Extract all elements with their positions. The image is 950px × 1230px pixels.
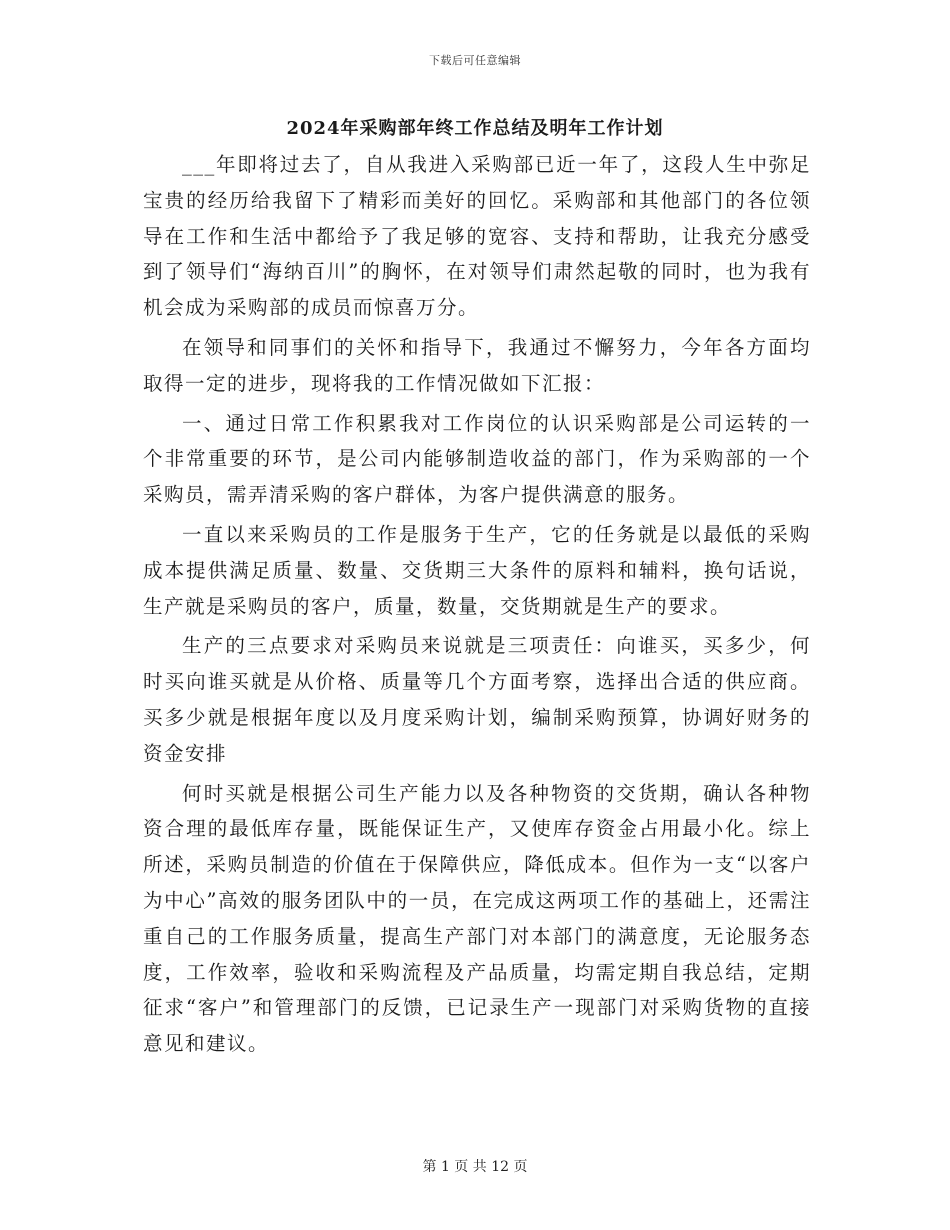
paragraph: 一直以来采购员的工作是服务于生产，它的任务就是以最低的采购成本提供满足质量、数量、交货期三大条件的原料和辅料，换句话说，生产就是采购员的客户，质量，数量，交货期就是生产的要求。 (143, 522, 811, 618)
header-note: 下载后可任意编辑 (429, 54, 521, 67)
paragraph: 何时买就是根据公司生产能力以及各种物资的交货期，确认各种物资合理的最低库存量，既能保证生产，又使库存资金占用最小化。综上所述，采购员制造的价值在于保障供应，降低成本。但作为一支“以客户为中心”高效的服务团队中的一员，在完成这两项工作的基础上，还需注重自己的工作服务质量，提高生产部门对本部门的满意度，无论服务态度，工作效率，验收和采购流程及产品质量，均需定期自我总结，定期征求“客户”和管理部门的反馈，已记录生产一现部门对采购货物的直接意见和建议。 (143, 781, 811, 1056)
document-body (143, 147, 811, 1066)
document-title: 2024年采购部年终工作总结及明年工作计划 (286, 118, 664, 139)
page-number: 第 1 页 共 12 页 (422, 1159, 528, 1175)
paragraph: 一、通过日常工作积累我对工作岗位的认识采购部是公司运转的一个非常重要的环节，是公司内能够制造收益的部门，作为采购部的一个采购员，需弄清采购的客户群体，为客户提供满意的服务。 (143, 411, 811, 507)
paragraph: 在领导和同事们的关怀和指导下，我通过不懈努力，今年各方面均取得一定的进步，现将我的工作情况做如下汇报： (143, 335, 811, 395)
paragraph: ___年即将过去了，自从我进入采购部已近一年了，这段人生中弥足宝贵的经历给我留下了精彩而美好的回忆。采购部和其他部门的各位领导在工作和生活中都给予了我足够的宽容、支持和帮助，让我充分感受到了领导们“海纳百川”的胸怀，在对领导们肃然起敬的同时，也为我有机会成为采购部的成员而惊喜万分。 (143, 153, 811, 320)
paragraph: 生产的三点要求对采购员来说就是三项责任：向谁买，买多少，何时买向谁买就是从价格、质量等几个方面考察，选择出合适的供应商。买多少就是根据年度以及月度采购计划，编制采购预算，协调好财务的资金安排 (143, 634, 811, 765)
